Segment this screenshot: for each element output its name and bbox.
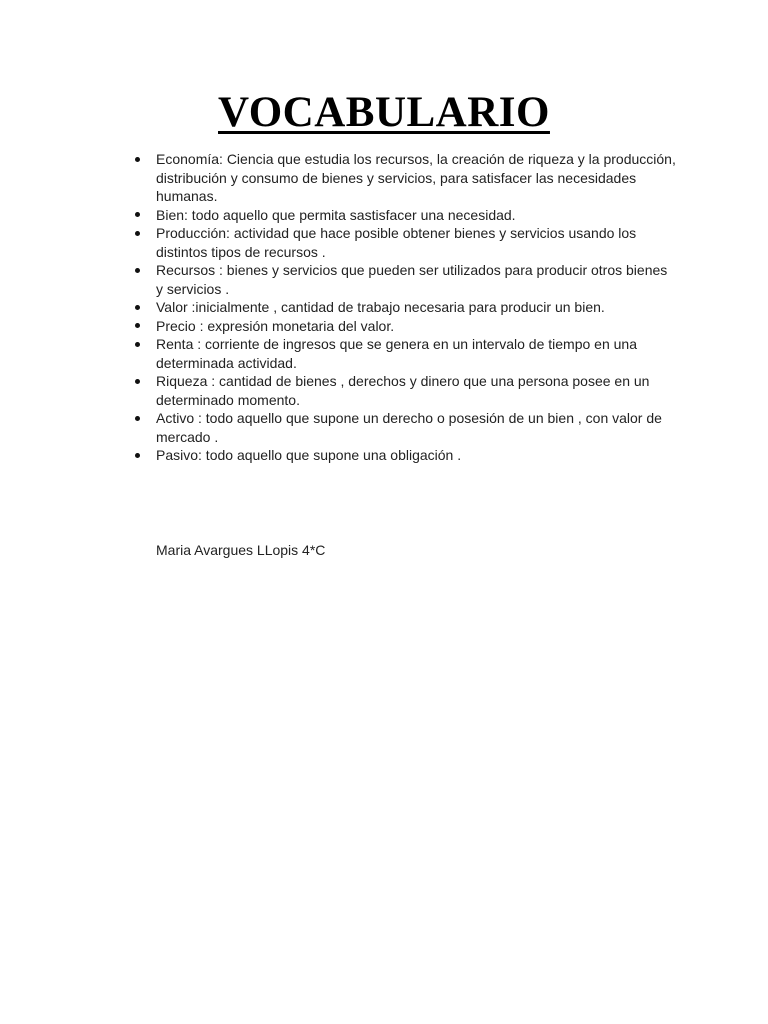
list-item-text: Producción: actividad que hace posible obtener bienes y servicios usando los distintos tipos de recursos . — [156, 225, 637, 260]
list-item-text: Renta : corriente de ingresos que se genera en un intervalo de tiempo en una determinada actividad. — [156, 336, 637, 371]
list-item — [156, 206, 676, 225]
list-item — [156, 224, 676, 261]
list-item-text: Pasivo: todo aquello que supone una obligación . — [156, 447, 462, 463]
list-item-text: Bien: todo aquello que permita sastisfacer una necesidad. — [156, 206, 516, 223]
bullet-icon — [132, 261, 142, 280]
bullet-icon — [132, 409, 142, 428]
bullet-icon — [132, 317, 142, 336]
page-title: VOCABULARIO — [218, 89, 550, 136]
list-item-text: Activo : todo aquello que supone un derecho o posesión de un bien , con valor de mercado . — [156, 410, 662, 445]
bullet-icon — [132, 335, 142, 354]
bullet-icon — [132, 446, 142, 465]
list-item — [156, 335, 676, 372]
list-item-text: Economía: Ciencia que estudia los recursos, la creación de riqueza y la producción, distribución y consumo de bienes y servicios, para satisfacer las necesidades humanas. — [156, 151, 676, 204]
bullet-icon — [132, 206, 142, 225]
bullet-icon — [132, 150, 142, 169]
bullet-icon — [132, 224, 142, 243]
vocabulary-list — [156, 150, 676, 465]
author-signature: Maria Avargues LLopis 4*C — [156, 542, 326, 558]
list-item-text: Recursos : bienes y servicios que pueden ser utilizados para producir otros bienes y servicios . — [156, 262, 668, 297]
list-item — [156, 317, 676, 336]
bullet-icon — [132, 298, 142, 317]
bullet-icon — [132, 372, 142, 391]
list-item — [156, 446, 676, 465]
list-item — [156, 150, 676, 206]
list-item-text: Valor :inicialmente , cantidad de trabajo necesaria para producir un bien. — [156, 299, 605, 315]
list-item — [156, 409, 676, 446]
list-item — [156, 372, 676, 409]
list-item-text: Riqueza : cantidad de bienes , derechos y dinero que una persona posee en un determinado momento. — [156, 373, 650, 408]
list-item — [156, 261, 676, 298]
list-item-text: Precio : expresión monetaria del valor. — [156, 317, 395, 334]
list-item — [156, 298, 676, 317]
